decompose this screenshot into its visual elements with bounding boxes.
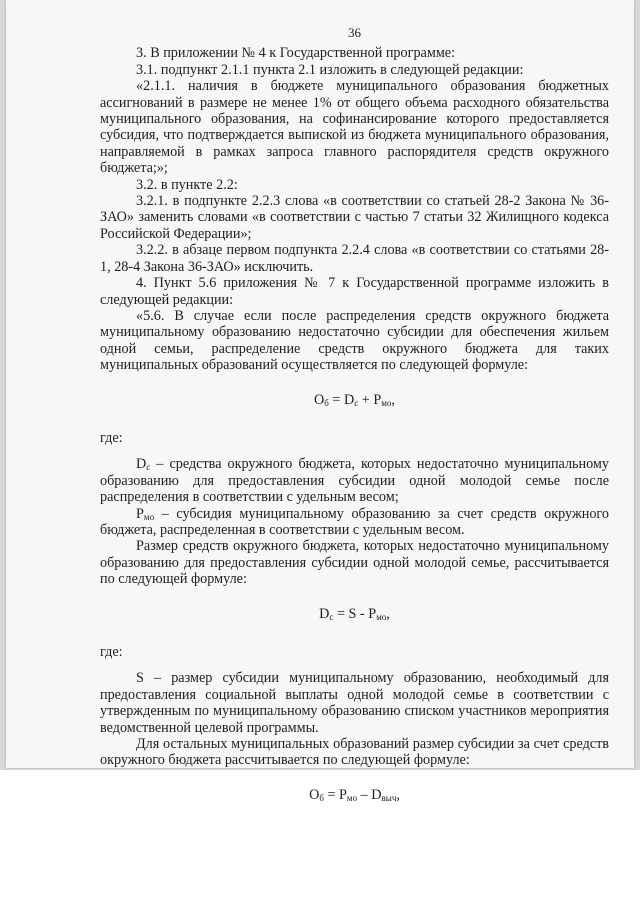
paragraph-3: 3. В приложении № 4 к Государственной программе: — [136, 45, 456, 62]
paragraph-3-2-1: 3.2.1. в подпункте 2.2.3 слова «в соответствии со статьей 28-2 Закона № 36-ЗАО» заменить словами «в соответствии с частью 7 статьи 32 Жилищного кодекса Российской Федерации»; — [100, 193, 609, 242]
formula-dc: $D_c = S - Р_{мо}$, — [319, 605, 390, 622]
definition-s: S – размер субсидии муниципальному образованию, необходимый для предоставления социальной выплаты одной молодой семье в соответствии с утвержденным по муниципальному образованию списком участников мероприятия ведомственной целевой программы. — [100, 670, 609, 736]
paragraph-3-2: 3.2. в пункте 2.2: — [136, 176, 238, 193]
paragraph-5-6: «5.6. В случае если после распределения средств окружного бюджета муниципальному образованию недостаточно субсидии для обеспечения жильем одной семьи, распределение средств окружного бюджета для таких муниципальных образований осуществляется по следующей формуле: — [100, 307, 609, 374]
where-label-1: где: — [100, 429, 123, 446]
formula-ob-2: $О_б = Р_{мо} - D_{выч}$, — [309, 786, 400, 803]
where-label-2: где: — [100, 644, 123, 660]
definition-pmo: $Р_{мо}$ – субсидия муниципальному образованию за счет средств окружного бюджета, распределенная в соответствии с удельным весом. — [100, 505, 609, 538]
document-body — [100, 0, 609, 825]
formula-ob-1: $О_б = D_c + Р_{мо}$, — [314, 391, 395, 408]
definition-dc: $D_c$ – средства окружного бюджета, которых недостаточно муниципальному образованию для предоставления субсидии одной молодой семье после распределения в соответствии с удельным весом; — [100, 456, 609, 506]
paragraph-3-1: 3.1. подпункт 2.1.1 пункта 2.1 изложить в следующей редакции: — [136, 61, 524, 78]
paragraph-other: Для остальных муниципальных образований размер субсидии за счет средств окружного бюджета рассчитывается по следующей формуле: — [100, 736, 609, 769]
page-number: 36 — [348, 25, 361, 40]
paragraph-4: 4. Пункт 5.6 приложения № 7 к Государственной программе изложить в следующей редакции: — [100, 275, 609, 308]
paragraph-2-1-1: «2.1.1. наличия в бюджете муниципального образования бюджетных ассигнований в размере не менее 1% от общего объема расходного обязательства муниципального образования, на софинансирование которого предоставляется субсидия, что подтверждается выпиской из бюджета муниципального образования, направляемой в рамках запроса главного распорядителя средств окружного бюджета;»; — [100, 78, 609, 177]
document-page — [6, 0, 634, 803]
paragraph-size: Размер средств окружного бюджета, которых недостаточно муниципальному образованию для предоставления субсидии одной молодой семье, рассчитывается по следующей формуле: — [100, 538, 609, 588]
paragraph-3-2-2: 3.2.2. в абзаце первом подпункта 2.2.4 слова «в соответствии со статьями 28-1, 28-4 Закона 36-ЗАО» исключить. — [100, 242, 609, 275]
